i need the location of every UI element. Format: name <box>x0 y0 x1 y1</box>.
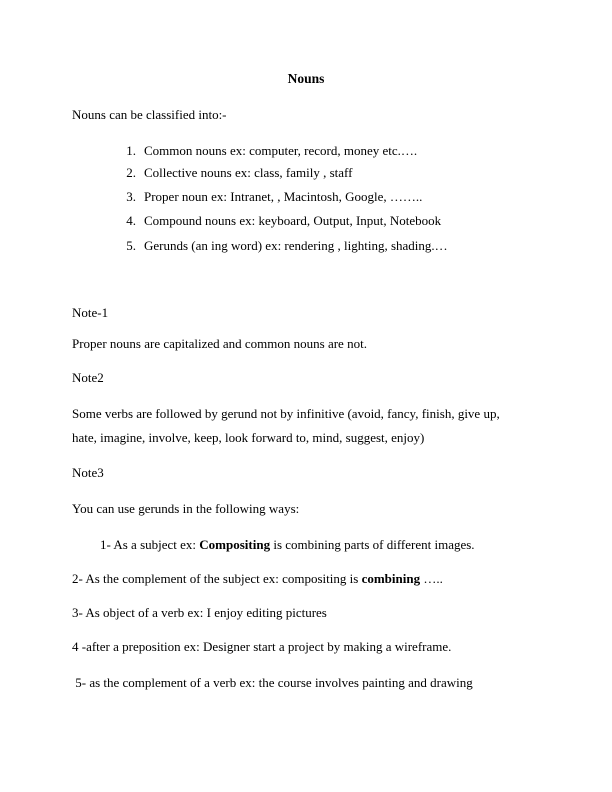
list-item-text: Proper noun ex: Intranet, , Macintosh, Google, …….. <box>144 189 423 204</box>
way1-prefix: 1- As a subject ex: <box>100 537 200 552</box>
list-item-number: 2. <box>126 165 136 180</box>
intro-text: Nouns can be classified into:- <box>72 107 227 122</box>
way2-bold: combining <box>361 571 421 586</box>
gerund-way-4: 4 -after a preposition ex: Designer start a project by making a wireframe. <box>72 639 452 654</box>
note3-heading: Note3 <box>72 465 104 480</box>
list-item-text: Gerunds (an ing word) ex: rendering , lighting, shading.… <box>144 238 448 253</box>
note2-line1: Some verbs are followed by gerund not by infinitive (avoid, fancy, finish, give up, <box>72 406 500 421</box>
list-item-number: 3. <box>126 189 136 204</box>
gerund-way-1 <box>100 537 475 553</box>
note1-heading: Note-1 <box>72 305 109 320</box>
way1-suffix: is combining parts of different images. <box>270 537 475 552</box>
gerund-way-3: 3- As object of a verb ex: I enjoy editing pictures <box>72 605 327 620</box>
list-item-number: 5. <box>126 238 136 253</box>
list-item-text: Common nouns ex: computer, record, money etc.…. <box>144 143 418 158</box>
note1-text: Proper nouns are capitalized and common nouns are not. <box>72 336 367 351</box>
page-title: Nouns <box>287 71 325 86</box>
note2-heading: Note2 <box>72 370 104 385</box>
list-item-text: Compound nouns ex: keyboard, Output, Input, Notebook <box>144 213 442 228</box>
way2-prefix: 2- As the complement of the subject ex: compositing is <box>72 571 362 586</box>
way1-bold: Compositing <box>199 537 271 552</box>
note3-intro: You can use gerunds in the following ways: <box>72 501 300 516</box>
gerund-way-2 <box>72 571 443 587</box>
list-item-number: 4. <box>126 213 136 228</box>
note2-line2: hate, imagine, involve, keep, look forward to, mind, suggest, enjoy) <box>72 430 425 445</box>
way2-suffix: ….. <box>420 571 443 586</box>
gerund-way-5: 5- as the complement of a verb ex: the course involves painting and drawing <box>72 675 473 690</box>
list-item-text: Collective nouns ex: class, family , staff <box>144 165 353 180</box>
list-item-number: 1. <box>126 143 136 158</box>
